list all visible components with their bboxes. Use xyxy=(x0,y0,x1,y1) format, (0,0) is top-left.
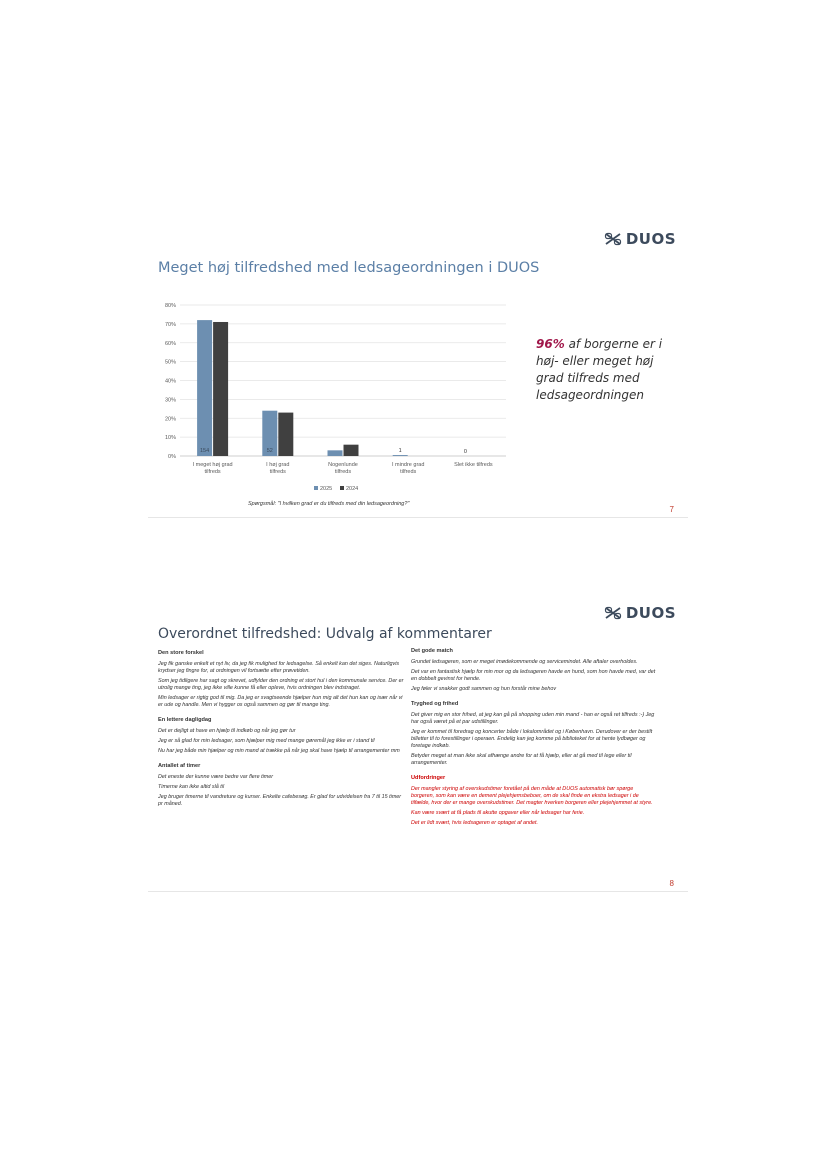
data-label: 0 xyxy=(463,449,467,455)
satisfaction-bar-chart xyxy=(148,297,518,499)
survey-question: Spørgsmål: "I hvilken grad er du tilfreds med din ledsageordning?" xyxy=(248,501,410,507)
bar-2025 xyxy=(393,455,408,456)
comment-text: Jeg er så glad for min ledsager, som hjælper mig med mange gøremål jeg ikke er i stand til xyxy=(158,738,375,744)
page-number: 7 xyxy=(669,505,674,514)
slide-divider xyxy=(148,891,688,892)
y-tick-label: 0% xyxy=(168,454,176,460)
comment-text: Det var en fantastisk hjælp for min mor og da ledsageren havde en hund, som hon havde med, var det en dobbelt gevinst for hende. xyxy=(411,669,656,682)
page-number: 8 xyxy=(669,879,674,888)
bar-2024 xyxy=(344,445,359,456)
comments-left-column xyxy=(158,650,404,816)
comment-text: Som jeg tidligere har sagt og skrevet, udfylder den ordning et stort hul i den kommunale service. Der er utrolig mange ting, jeg ikke ville kunne få eller opleve, hvis ordningen blev indstraget. xyxy=(158,678,404,691)
callout-text: af borgerne er i høj- eller meget høj grad tilfreds med ledsageordningen xyxy=(536,337,663,402)
section-heading: Antallet af timer xyxy=(158,763,201,769)
y-tick-label: 50% xyxy=(164,359,176,366)
category-label: Slet ikke tilfreds xyxy=(454,462,493,468)
comment-section xyxy=(158,650,404,709)
duos-knot-icon xyxy=(604,606,622,620)
comment-text: Min ledsager er rigtig god til mig. Da jeg er svagtseende hjælper hun mig alt det hun kan og især når vi er ude og handle. Men vi hygger os også sammen og gør til mange ting. xyxy=(158,695,403,708)
comment-text: Det eneste der kunne være bedre var flere timer xyxy=(158,774,274,780)
section-heading: Tryghed og frihed xyxy=(411,701,459,707)
category-label: Nogenlunde xyxy=(328,462,358,468)
comment-text: Der mangler styring af overskudstimer foretået på den måde at DUOS automatisk bør spørge borgeren, som kan være en dement plejehjemsbeboer, om de skal finde en ekstra ledsager i de tilfælde, hvor der er mange overskudstimer. Det magter hverken borgeren eller plejehjemmet at styre. xyxy=(411,786,653,806)
comment-text: Det er dejligt at have en hjælp til indkøb og når jeg gør tur xyxy=(158,728,296,734)
category-label: tilfreds xyxy=(400,469,417,475)
legend-swatch-2024 xyxy=(340,486,344,490)
comment-text: Jeg bruger timerne til vandreture og kurser. Enkelte cafebesøg. Er glad for udvidelsen fra 7 til 15 timer pr måned. xyxy=(158,794,402,807)
comment-text: Timerne kan ikke altid slå til xyxy=(158,784,225,790)
comment-text: Grundet ledsageren, som er meget imødekommende og servicemindet. Alle aftaler overholdes. xyxy=(411,659,638,665)
comment-text: Jeg fik ganske enkelt et nyt liv, da jeg fik mulighed for ledsagelse. Så enkelt kan det siges. Naturligvis krydser jeg fingre for, at ordningen vil fortsætte efter prøvetiden. xyxy=(158,661,400,674)
category-label: I mindre grad xyxy=(391,462,425,468)
section-heading: Udfordringer xyxy=(411,775,446,781)
comment-text: Nu har jeg både min hjælper og min mand at trække på når jeg skal have hjælp til arrangementer mm xyxy=(158,748,400,754)
section-heading: Det gode match xyxy=(411,648,453,654)
data-label: 52 xyxy=(266,448,273,454)
bar-2025 xyxy=(328,450,343,456)
duos-logo xyxy=(604,230,676,248)
category-label: I høj grad xyxy=(266,462,290,468)
logo-text: DUOS xyxy=(625,604,676,622)
slide-title: Overordnet tilfredshed: Udvalg af kommentarer xyxy=(158,626,492,642)
section-heading: Den store forskel xyxy=(158,650,204,656)
callout-percentage: 96% xyxy=(536,337,565,351)
comment-section xyxy=(158,763,404,808)
data-label: 154 xyxy=(200,448,210,454)
y-tick-label: 40% xyxy=(164,378,176,385)
y-tick-label: 70% xyxy=(164,321,176,328)
bar-2024 xyxy=(213,322,228,456)
category-label: I meget høj grad xyxy=(192,462,233,468)
comment-text: Det giver mig en stor frihed, at jeg kan gå på shopping uden min mand - han er også ret tilfreds :-) Jeg har også været på et par udstillinger. xyxy=(411,712,655,725)
slide-divider xyxy=(148,517,688,518)
y-tick-label: 60% xyxy=(164,340,176,347)
slide-title: Meget høj tilfredshed med ledsageordningen i DUOS xyxy=(158,260,540,276)
comment-section xyxy=(411,648,657,693)
callout xyxy=(536,336,676,404)
comment-text: Jeg føler vi snakker godt sammen og hun forstår mine behov xyxy=(411,686,557,692)
comment-section xyxy=(411,775,657,827)
category-label: tilfreds xyxy=(334,469,352,475)
slide-7 xyxy=(148,222,688,518)
legend-label: 2024 xyxy=(346,486,359,492)
duos-logo xyxy=(604,604,676,622)
data-label: 1 xyxy=(398,448,402,455)
comment-text: Betyder meget at man ikke skal afhænge andre for at få hjælp, eller at gå med til lege eller til arrangementer. xyxy=(411,753,632,766)
bar-2025 xyxy=(197,320,212,456)
section-heading: En lettere dagligdag xyxy=(158,717,212,723)
comment-text: Kan være svært at få plads til akutte opgaver eller når ledsager har ferie. xyxy=(411,810,585,816)
y-tick-label: 20% xyxy=(164,416,176,423)
comments-right-column xyxy=(411,648,657,835)
comment-text: Det er lidt svært, hvis ledsageren er optaget af andet. xyxy=(411,820,539,826)
logo-text: DUOS xyxy=(625,230,676,248)
bar-2024 xyxy=(278,413,293,456)
y-tick-label: 80% xyxy=(164,303,176,309)
comment-section xyxy=(158,717,404,755)
category-label: tilfreds xyxy=(204,469,221,475)
category-label: tilfreds xyxy=(269,469,286,475)
comment-text: Jeg er kommet til foredrag og koncerter både i lokalområdet og i København. Derudover er der bestilt billetter til to forestillinger i operaen. Endelig kan jeg komme på biblioteket for at hente lydbøger og foretage indkøb. xyxy=(411,729,653,749)
legend-swatch-2025 xyxy=(314,486,318,490)
comment-section xyxy=(411,701,657,767)
legend-label: 2025 xyxy=(320,486,333,492)
duos-knot-icon xyxy=(604,232,622,246)
slide-8 xyxy=(148,596,688,892)
y-tick-label: 10% xyxy=(164,435,176,442)
y-tick-label: 30% xyxy=(164,397,176,404)
